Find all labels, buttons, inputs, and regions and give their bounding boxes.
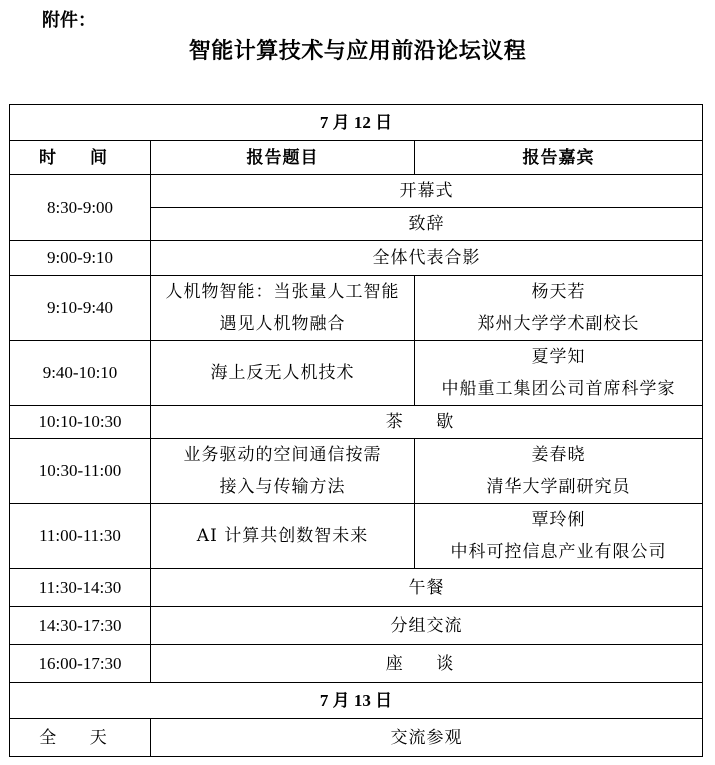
day2-header: 7 月 13 日: [10, 683, 703, 719]
session-group-photo: 全体代表合影: [151, 241, 703, 276]
time-cell: 9:00-9:10: [10, 241, 151, 276]
table-row: [10, 241, 703, 276]
time-cell: 11:00-11:30: [10, 504, 151, 569]
time-cell: 11:30-14:30: [10, 569, 151, 607]
talk-topic-line: 接入与传输方法: [219, 477, 346, 497]
header-time: 时 间: [10, 141, 151, 175]
talk-topic-line: 遇见人机物融合: [219, 314, 346, 334]
talk-topic: [151, 276, 415, 341]
session-address: 致辞: [151, 208, 703, 241]
table-row: [10, 569, 703, 607]
table-row: [10, 175, 703, 208]
day-header-row: [10, 683, 703, 719]
speaker-name: 姜春晓: [531, 445, 586, 465]
day1-header: 7 月 12 日: [10, 105, 703, 141]
speaker-org: 中科可控信息产业有限公司: [450, 542, 667, 562]
table-row: [10, 406, 703, 439]
speaker-name: 杨天若: [531, 282, 586, 302]
column-header-row: [10, 141, 703, 175]
speaker-org: 清华大学副研究员: [486, 477, 631, 497]
session-opening: 开幕式: [151, 175, 703, 208]
session-tea-break: 茶 歇: [151, 406, 703, 439]
speaker-cell: [415, 341, 703, 406]
time-cell: 10:30-11:00: [10, 439, 151, 504]
speaker-cell: [415, 276, 703, 341]
header-topic: 报告题目: [151, 141, 415, 175]
time-cell: 9:10-9:40: [10, 276, 151, 341]
talk-topic: AI 计算共创数智未来: [151, 504, 415, 569]
talk-topic-line: 人机物智能：当张量人工智能: [165, 282, 400, 302]
time-cell: 全 天: [10, 719, 151, 757]
table-row: [10, 719, 703, 757]
talk-topic-line: 业务驱动的空间通信按需: [183, 445, 382, 465]
session-group-exchange: 分组交流: [151, 607, 703, 645]
session-forum: 座 谈: [151, 645, 703, 683]
time-cell: 9:40-10:10: [10, 341, 151, 406]
session-visit: 交流参观: [151, 719, 703, 757]
talk-topic: [151, 439, 415, 504]
time-cell: 10:10-10:30: [10, 406, 151, 439]
talk-topic: 海上反无人机技术: [151, 341, 415, 406]
session-lunch: 午餐: [151, 569, 703, 607]
table-row: [10, 504, 703, 569]
speaker-cell: [415, 504, 703, 569]
time-cell: 16:00-17:30: [10, 645, 151, 683]
table-row: [10, 276, 703, 341]
time-cell: 14:30-17:30: [10, 607, 151, 645]
header-speaker: 报告嘉宾: [415, 141, 703, 175]
speaker-name: 覃玲俐: [531, 510, 586, 530]
speaker-name: 夏学知: [531, 347, 586, 367]
table-row: [10, 645, 703, 683]
speaker-org: 中船重工集团公司首席科学家: [441, 379, 676, 399]
agenda-table: [9, 104, 703, 757]
table-row: [10, 607, 703, 645]
day-header-row: [10, 105, 703, 141]
page-title: 智能计算技术与应用前沿论坛议程: [188, 39, 527, 64]
speaker-cell: [415, 439, 703, 504]
time-cell: 8:30-9:00: [10, 175, 151, 241]
table-row: [10, 439, 703, 504]
attachment-label: 附件：: [42, 10, 96, 31]
speaker-org: 郑州大学学术副校长: [477, 314, 640, 334]
table-row: [10, 341, 703, 406]
